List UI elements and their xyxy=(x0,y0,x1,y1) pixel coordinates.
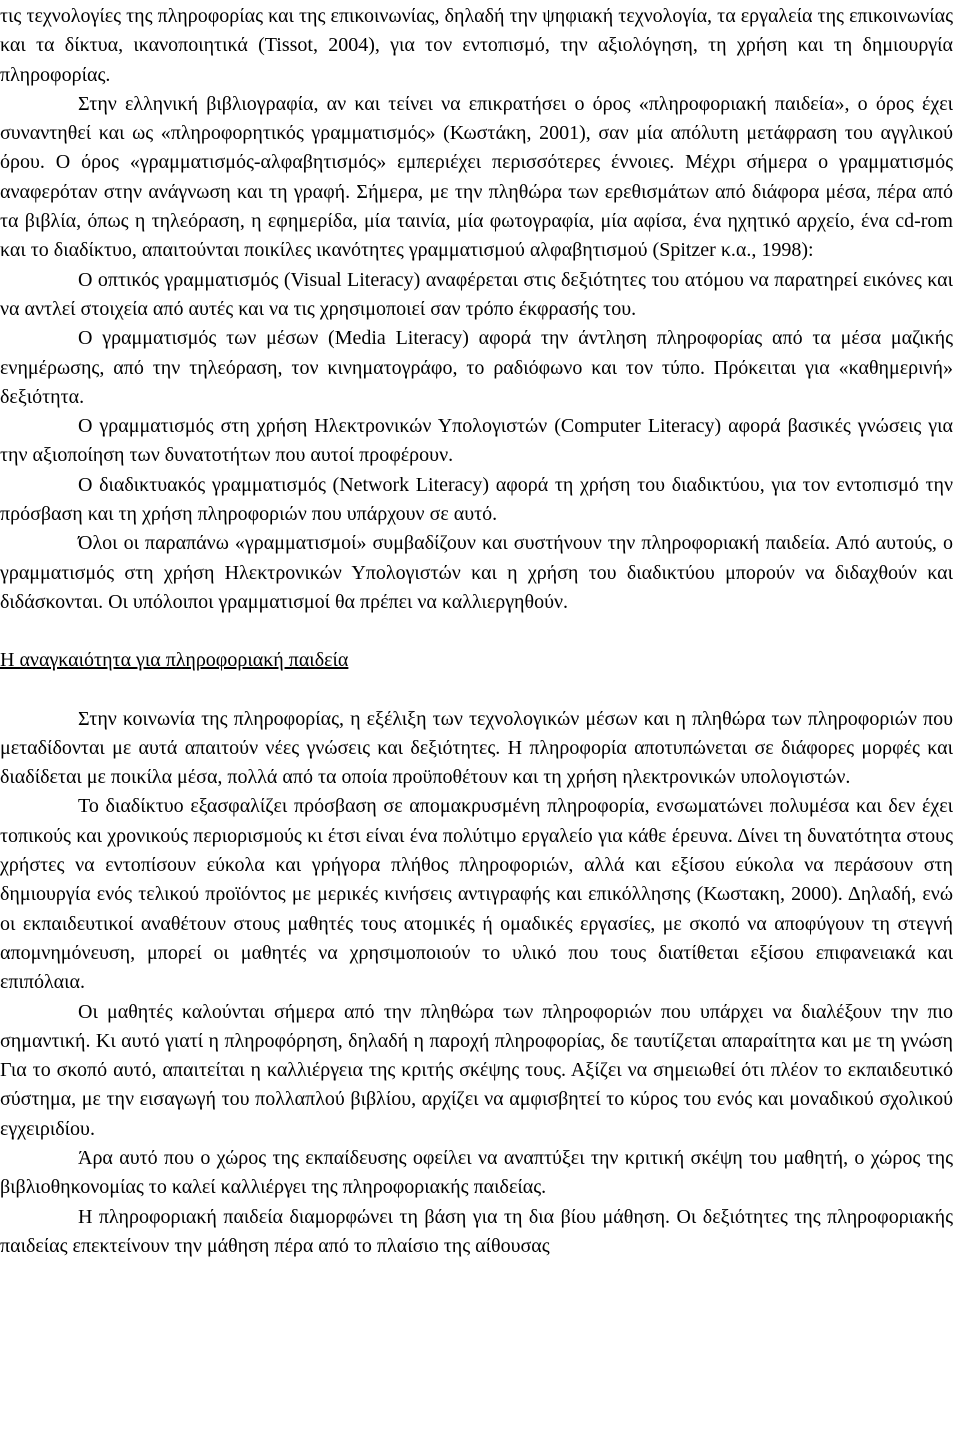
paragraph-students-choose: Οι μαθητές καλούνται σήμερα από την πληθώρα των πληροφοριών που υπάρχει να διαλέξουν την πιο σημαντική. Κι αυτό γιατί η πληροφόρηση, δηλαδή η παροχή πληροφορίας, δε ταυτίζεται απαραίτητα και με τη γνώση Για το σκοπό αυτό, απαιτείται η καλλιέργεια της κριτής σκέψης τους. Αξίζει να σημειωθεί ότι πλέον το εκπαιδευτικό σύστημα, με την εισαγωγή του πολλαπλού βιβλίου, αρχίζει να αμφισβητεί το κύρος του ενός και μοναδικού σχολικού εγχειριδίου. xyxy=(0,1000,953,1140)
paragraph-greek-bibliography: Στην ελληνική βιβλιογραφία, αν και τείνει να επικρατήσει ο όρος «πληροφοριακή παιδεία», ο όρος έχει συναντηθεί και ως «πληροφορητικός γραμματισμός» (Κωστάκη, 2001), σαν μία απόλυτη μετάφραση του αγγλικού όρου. Ο όρος «γραμματισμός-αλφαβητισμός» εμπεριέχει περισσότερες έννοιες. Μέχρι σήμερα ο γραμματισμός αναφερόταν στην ανάγνωση και τη γραφή. Σήμερα, με την πληθώρα των ερεθισμάτων από διάφορα μέσα, πέρα από τα βιβλία, όπως η τηλεόραση, η εφημερίδα, μία ταινία, μία φωτογραφία, μία αφίσα, ένα ηχητικό αρχείο, ένα cd-rom και το διαδίκτυο, απαιτούνται ποικίλες ικανότητες γραμματισμού αλφαβητισμού (Spitzer κ.α., 1998): xyxy=(0,92,953,262)
paragraph-lifelong-learning: Η πληροφοριακή παιδεία διαμορφώνει τη βάση για τη δια βίου μάθηση. Οι δεξιότητες της πληροφοριακής παιδείας επεκτείνουν την μάθηση πέρα από το πλαίσιο της αίθουσας xyxy=(0,1205,953,1257)
section-heading: Η αναγκαιότητα για πληροφοριακή παιδεία xyxy=(0,649,349,672)
paragraph-visual-literacy: Ο οπτικός γραμματισμός (Visual Literacy) αναφέρεται στις δεξιότητες του ατόμου να παρατηρεί εικόνες και να αντλεί στοιχεία από αυτές και να τις χρησιμοποιεί σαν τρόπο έκφρασής του. xyxy=(0,268,953,320)
paragraph-media-literacy: Ο γραμματισμός των μέσων (Media Literacy) αφορά την άντληση πληροφορίας από τα μέσα μαζικής ενημέρωσης, από την τηλεόραση, τον κινηματογράφο, το ραδιόφωνο και τον τύπο. Πρόκειται για «καθημερινή» δεξιότητα. xyxy=(0,327,953,408)
paragraph-network-literacy: Ο διαδικτυακός γραμματισμός (Network Literacy) αφορά τη χρήση του διαδικτύου, για τον εντοπισμό την πρόσβαση και τη χρήση πληροφοριών που υπάρχουν σε αυτό. xyxy=(0,473,953,526)
paragraph-all-literacies: Όλοι οι παραπάνω «γραμματισμοί» συμβαδίζουν και συστήνουν την πληροφοριακή παιδεία. Από αυτούς, ο γραμματισμός στη χρήση Ηλεκτρονικών Υπολογιστών και η χρήση του διαδικτύου μπορούν να διδαχθούν και διδάσκονται. Οι υπόλοιποι γραμματισμοί θα πρέπει να καλλιεργηθούν. xyxy=(0,532,953,613)
paragraph-computer-literacy: Ο γραμματισμός στη χρήση Ηλεκτρονικών Υπολογιστών (Computer Literacy) αφορά βασικές γνώσεις για την αξιοποίηση των δυνατοτήτων που αυτοί προφέρουν. xyxy=(0,415,953,467)
paragraph-critical-thinking: Άρα αυτό που ο χώρος της εκπαίδευσης οφείλει να αναπτύξει την κριτική σκέψη του μαθητή, ο χώρος της βιβλιοθηκονομίας το καλεί καλλιέργει της πληροφοριακής παιδείας. xyxy=(0,1146,953,1199)
paragraph-continuation: τις τεχνολογίες της πληροφορίας και της επικοινωνίας, δηλαδή την ψηφιακή τεχνολογία, τα εργαλεία της επικοινωνίας και τα δίκτυα, ικανοποιητικά (Tissot, 2004), για τον εντοπισμό, την αξιολόγηση, τη χρήση και τη δημιουργία πληροφορίας. xyxy=(0,5,953,86)
paragraph-internet-access: Το διαδίκτυο εξασφαλίζει πρόσβαση σε απομακρυσμένη πληροφορία, ενσωματώνει πολυμέσα και δεν έχει τοπικούς και χρονικούς περιορισμούς κι έτσι είναι ένα πολύτιμο εργαλείο για κάθε έρευνα. Δίνει τη δυνατότητα στους χρήστες να εντοπίσουν εύκολα και γρήγορα πλήθος πληροφοριών, αλλά και εξίσου εύκολα να περάσουν στη δημιουργία ενός τελικού προϊόντος με μερικές κινήσεις αντιγραφής και επικόλλησης (Κωστακη, 2000). Δηλαδή, ενώ οι εκπαιδευτικοί αναθέτουν στους μαθητές τους ατομικές ή ομαδικές εργασίες, με σκοπό να αποφύγουν τη στεγνή απομνημόνευση, μπορεί οι μαθητές να χρησιμοποιούν το υλικό που τους διατίθεται εξίσου επιφανειακά και επιπόλαια. xyxy=(0,795,953,994)
paragraph-information-society: Στην κοινωνία της πληροφορίας, η εξέλιξη των τεχνολογικών μέσων και η πληθώρα των πληροφοριών που μεταδίδονται με αυτά απαιτούν νέες γνώσεις και δεξιότητες. Η πληροφορία αποτυπώνεται σε διάφορες μορφές και διαδίδεται με ποικίλα μέσα, πολλά από τα οποία προϋποθέτουν και τη χρήση ηλεκτρονικών υπολογιστών. xyxy=(0,707,953,789)
